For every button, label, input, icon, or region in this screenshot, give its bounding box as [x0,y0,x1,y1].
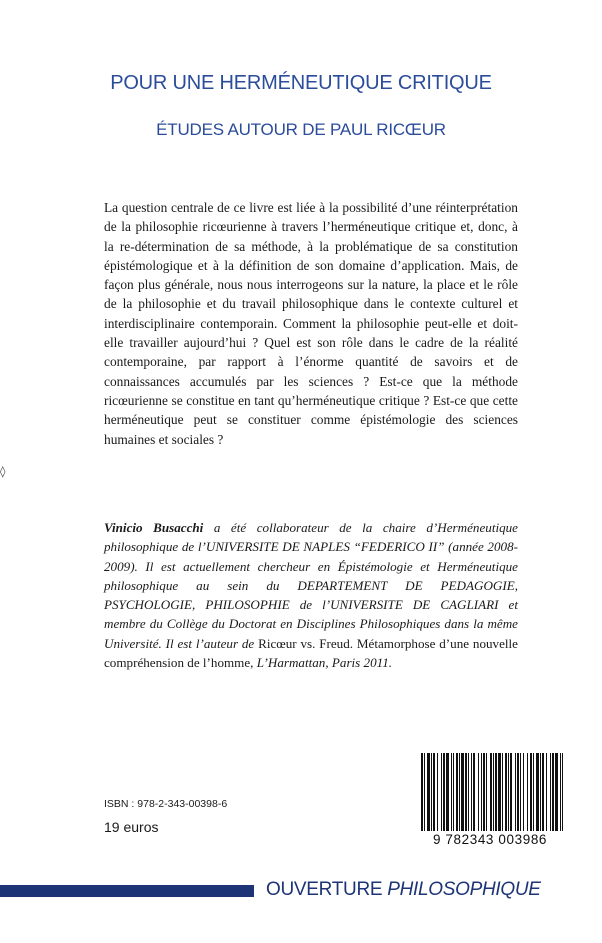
barcode-bar [437,753,438,831]
book-summary: La question centrale de ce livre est liée à la possibilité d’une réinterprétation de la philosophie ricœurienne à travers l’herméneutique critique et, donc, à la re-détermination de sa méthode, à la problématique de sa constitution épistémologique et à la définition de son domaine d’application. Mais, de façon plus générale, nous nous interrogeons sur la nature, la place et le rôle de la philosophie et du travail philosophique dans le contexte culturel et interdisciplinaire contemporain. Comment la philosophie peut-elle et doit-elle travailler aujourd’hui ? Quel est son rôle dans le cadre de la réalité contemporaine, par rapport à l’énorme quantité de savoirs et de connaissances accumulés par les sciences ? Est-ce que la méthode ricœurienne se constitue en tant qu’herméneutique critique ? Est-ce que cette herméneutique peut se constituer comme épistémologie des sciences humaines et sociales ? [104,200,518,447]
barcode-bar [453,753,454,831]
series-name-part1: OUVERTURE [266,879,388,900]
author-name: Vinicio Busacchi [104,520,204,535]
barcode-bar [478,753,479,831]
barcode-bar [560,753,561,831]
barcode [419,753,567,831]
barcode-bar [493,753,494,831]
barcode-bar [486,753,487,831]
barcode-bar [533,753,534,831]
barcode-bar [550,753,551,831]
barcode-bar [515,753,516,831]
barcode-bar [446,753,449,831]
barcode-bar [523,753,524,831]
isbn: ISBN : 978-2-343-00398-6 [104,798,228,810]
barcode-bar [451,753,452,831]
barcode-bar [441,753,442,831]
barcode-bar [552,753,554,831]
barcode-bar [520,753,521,831]
edge-mark: ◊ [0,465,6,478]
barcode-bar [510,753,512,831]
barcode-bar [562,753,563,831]
barcode-bar [471,753,472,831]
barcode-bar [517,753,519,831]
barcode-bar [424,753,425,831]
series-name-part2: PHILOSOPHIQUE [387,879,541,900]
barcode-bar [433,753,435,831]
barcode-bar [431,753,432,831]
barcode-bar [555,753,558,831]
barcode-bar [530,753,532,831]
author-book-publisher: L’Harmattan, Paris 2011. [253,655,393,671]
author-bio [104,518,518,672]
barcode-bar [483,753,485,831]
barcode-bar [495,753,497,831]
barcode-bar [473,753,475,831]
author-book-title: Ricœur vs. Freud. Métamorphose d’une nouvelle compréhension de l’homme, [104,635,518,671]
barcode-bar [490,753,492,831]
barcode-bar [427,753,430,831]
price: 19 euros [104,819,159,835]
series-name [266,879,541,901]
barcode-number: 9 782343 003986 [432,832,548,847]
series-bar [0,885,254,897]
barcode-bar [456,753,458,831]
barcode-bar [505,753,507,831]
barcode-bar [443,753,445,831]
barcode-bar [465,753,467,831]
author-bio-text: a été collaborateur de la chaire d’Herméneutique philosophique de l’UNIVERSITE DE NAPLES “FEDERICO II” (année 2008-2009). Il est actuellement chercheur en Épistémologie et Herméneutique philosophique au sein du DEPARTEMENT DE PEDAGOGIE, PSYCHOLOGIE, PHILOSOPHIE de l’UNIVERSITE DE CAGLIARI et membre du Collège du Doctorat en Disciplines Philosophiques dans la même Université. Il est l’auteur de [104,520,518,651]
barcode-bar [468,753,469,831]
barcode-bar [421,753,423,831]
barcode-bar [527,753,528,831]
barcode-bar [502,753,503,831]
barcode-bar [498,753,501,831]
book-title: POUR UNE HERMÉNEUTIQUE CRITIQUE [110,72,492,94]
barcode-bar [459,753,460,831]
barcode-bar [508,753,509,831]
barcode-bar [546,753,547,831]
barcode-bar [481,753,482,831]
barcode-bar [542,753,544,831]
barcode-bar [540,753,541,831]
book-subtitle: ÉTUDES AUTOUR DE PAUL RICŒUR [156,120,446,139]
barcode-bar [536,753,539,831]
barcode-bar [461,753,464,831]
